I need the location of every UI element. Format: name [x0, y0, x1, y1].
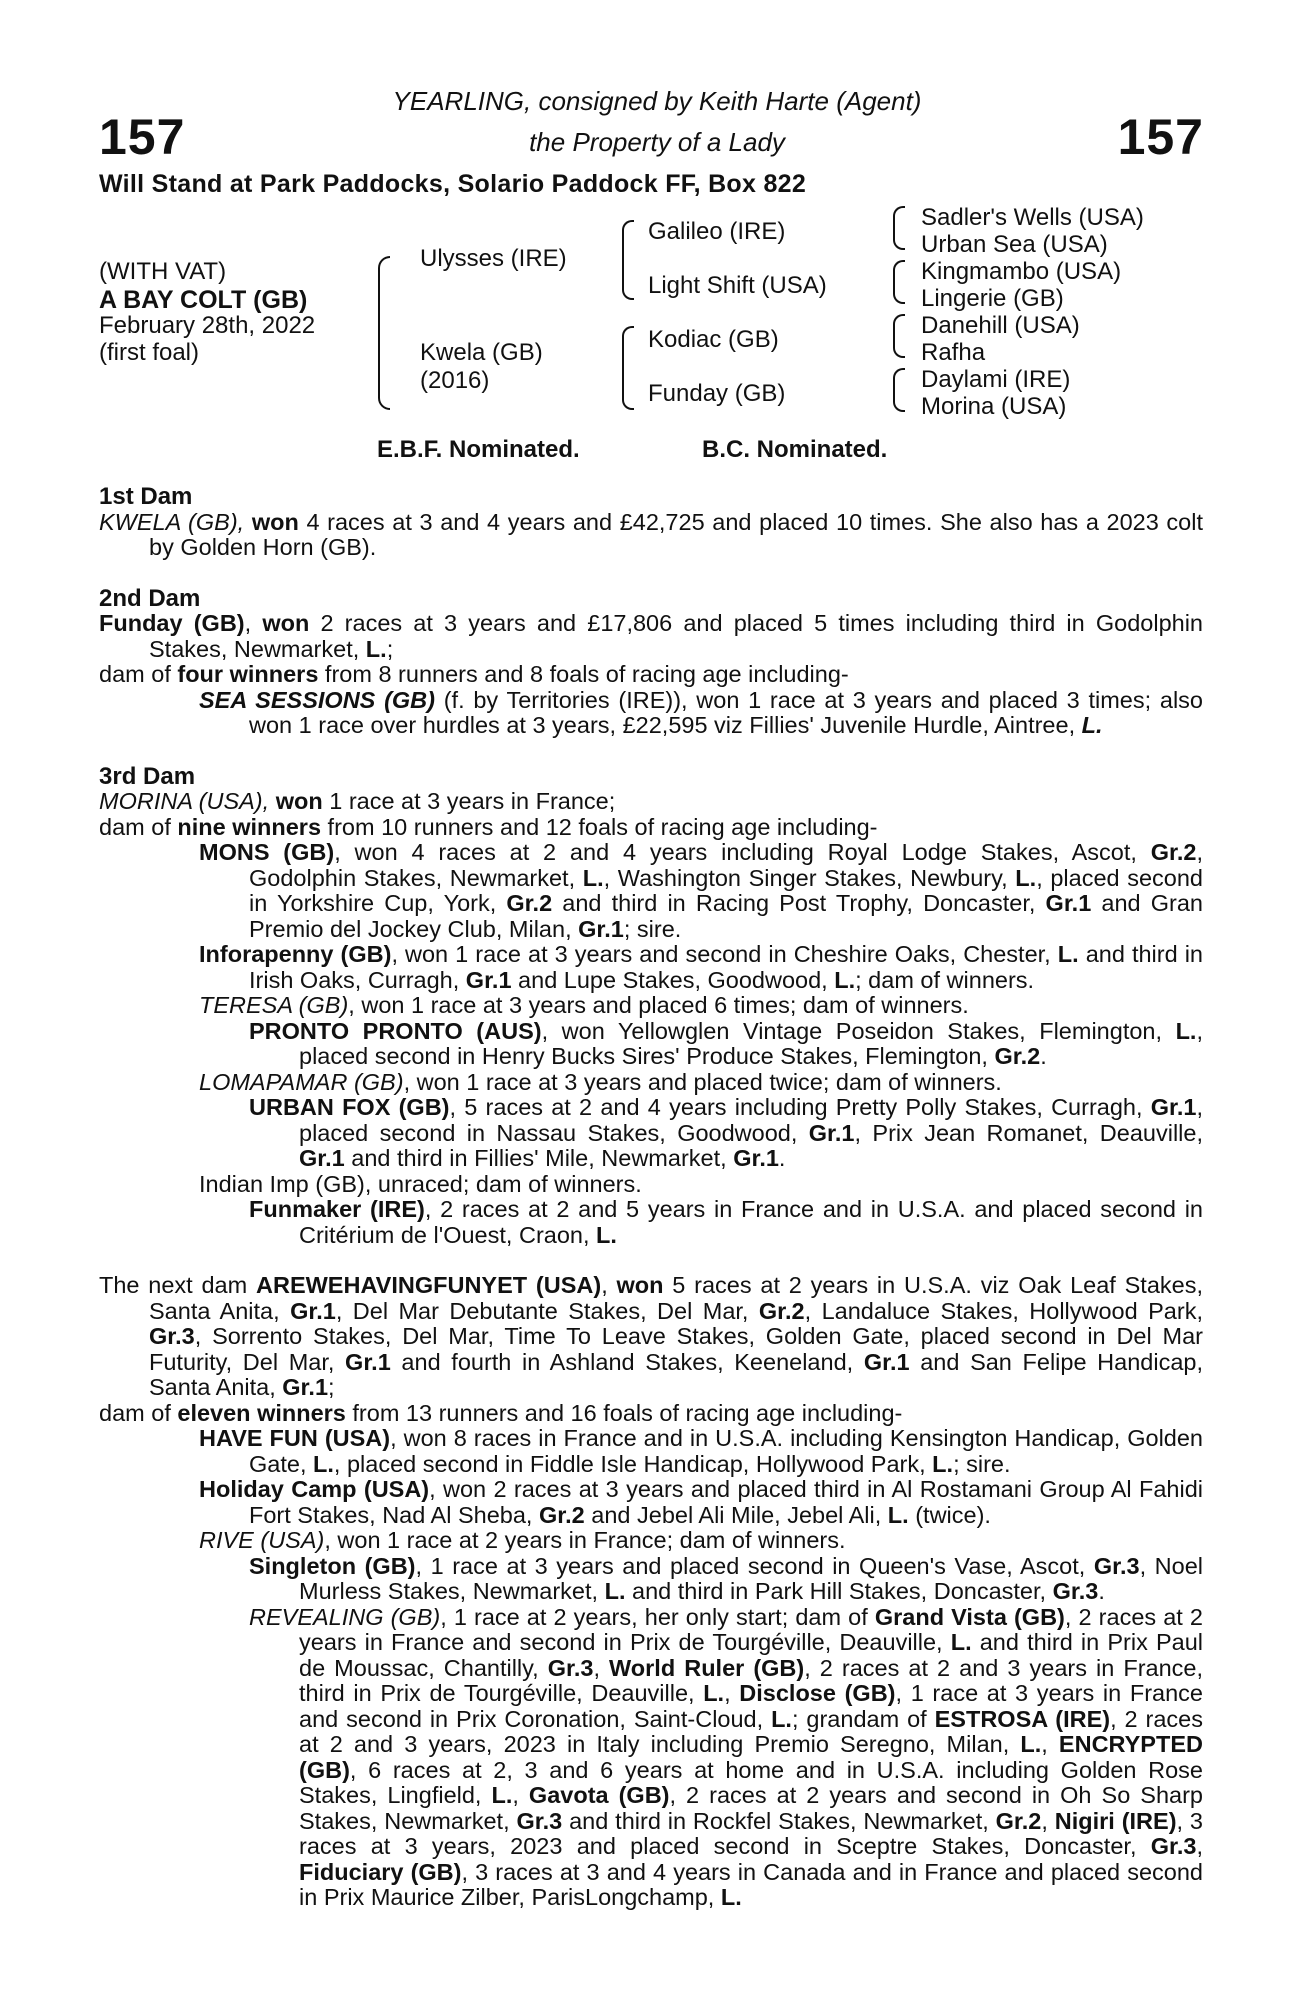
dam-year: (2016) [420, 367, 490, 394]
pedigree-body [99, 484, 1203, 1911]
ped-dsd: Rafha [921, 339, 986, 366]
lomapamar-entry: LOMAPAMAR (GB), won 1 race at 3 years and placed twice; dam of winners. [199, 1068, 1002, 1095]
have-fun-entry: HAVE FUN (USA), won 8 races in France and in U.S.A. including Kensington Handicap, Golden Gate, L., placed second in Fiddle Isle Handicap, Hollywood Park, L.; sire. [199, 1425, 1204, 1477]
pronto-entry: PRONTO PRONTO (AUS), won Yellowglen Vintage Poseidon Stakes, Flemington, L., placed second in Henry Bucks Sires' Produce Stakes, Flemington, Gr.2. [249, 1017, 1203, 1069]
sire-dam: Light Shift (USA) [648, 272, 827, 299]
ped-sds: Kingmambo (USA) [921, 258, 1122, 285]
singleton-entry: Singleton (GB), 1 race at 3 years and placed second in Queen's Vase, Ascot, Gr.3, Noel Murless Stakes, Newmarket, L. and third in Park Hill Stakes, Doncaster, Gr.3. [249, 1552, 1204, 1604]
brace-sire-dam [378, 256, 390, 410]
sire-sire: Galileo (IRE) [648, 218, 786, 245]
ped-dss: Danehill (USA) [921, 312, 1080, 339]
brace-ds [893, 314, 905, 358]
rive-entry: RIVE (USA), won 1 race at 2 years in France; dam of winners. [199, 1527, 846, 1553]
stand-location: Will Stand at Park Paddocks, Solario Paddock FF, Box 822 [99, 170, 807, 198]
dam: Kwela (GB) [420, 339, 543, 366]
horse-note: (first foal) [99, 339, 200, 366]
dam-dam: Funday (GB) [648, 380, 786, 407]
first-dam-text: KWELA (GB), won 4 races at 3 and 4 years and £42,725 and placed 10 times. She also has a 2023 colt by Golden Horn (GB). [99, 508, 1204, 560]
next-dam-dam-of: dam of eleven winners from 13 runners and 16 foals of racing age including- [99, 1399, 903, 1426]
revealing-entry: REVEALING (GB), 1 race at 2 years, her only start; dam of Grand Vista (GB), 2 races at 2 years in France and second in Prix de Tourgéville, Deauville, L. and third in Prix Paul de Moussac, Chantilly, Gr.3, World Ruler (GB), 2 races at 2 and 3 years in France, third in Prix de Tourgéville, Deauville, L., Disclose (GB), 1 race at 3 years in France and second in Prix Coronation, Saint-Cloud, L.; grandam of ESTROSA (IRE), 2 races at 2 and 3 years, 2023 in Italy including Premio Seregno, Milan, L., ENCRYPTED (GB), 6 races at 2, 3 and 6 years at home and in U.S.A. including Golden Rose Stakes, Lingfield, L., Gavota (GB), 2 races at 2 years and second in Oh So Sharp Stakes, Newmarket, Gr.3 and third in Rockfel Stakes, Newmarket, Gr.2, Nigiri (IRE), 3 races at 3 years, 2023 and placed second in Sceptre Stakes, Doncaster, Gr.3, Fiduciary (GB), 3 races at 3 and 4 years in Canada and in France and placed second in Prix Maurice Zilber, ParisLongchamp, L. [249, 1603, 1204, 1910]
lot-number-right: 157 [1117, 109, 1204, 165]
ped-sdd: Lingerie (GB) [921, 285, 1064, 312]
second-dam-text: Funday (GB), won 2 races at 3 years and £17,806 and placed 5 times including third in Godolphin Stakes, Newmarket, L.; [99, 610, 1203, 662]
brace-sd [893, 260, 905, 304]
property-line: the Property of a Lady [529, 127, 785, 157]
next-dam-text: The next dam AREWEHAVINGFUNYET (USA), won 5 races at 2 years in U.S.A. viz Oak Leaf Stakes, Santa Anita, Gr.1, Del Mar Debutante Stakes, Del Mar, Gr.2, Landaluce Stakes, Hollywood Park, Gr.3, Sorrento Stakes, Del Mar, Time To Leave Stakes, Golden Gate, placed second in Del Mar Futurity, Del Mar, Gr.1 and fourth in Ashland Stakes, Keeneland, Gr.1 and San Felipe Handicap, Santa Anita, Gr.1; [99, 1272, 1203, 1400]
third-dam-text: MORINA (USA), won 1 race at 3 years in France; [99, 788, 616, 814]
third-dam-dam-of: dam of nine winners from 10 runners and 12 foals of racing age including- [99, 813, 878, 840]
brace-dd [893, 368, 905, 412]
vat-note: (WITH VAT) [99, 258, 227, 285]
mons-entry: MONS (GB), won 4 races at 2 and 4 years including Royal Lodge Stakes, Ascot, Gr.2, Godolphin Stakes, Newmarket, L., Washington Singer Stakes, Newbury, L., placed second in Yorkshire Cup, York, Gr.2 and third in Racing Post Trophy, Doncaster, Gr.1 and Gran Premio del Jockey Club, Milan, Gr.1; sire. [199, 839, 1203, 942]
dam-sire: Kodiac (GB) [648, 326, 779, 353]
ped-ddd: Morina (USA) [921, 393, 1067, 420]
teresa-entry: TERESA (GB), won 1 race at 3 years and placed 6 times; dam of winners. [199, 992, 969, 1018]
sire: Ulysses (IRE) [420, 245, 567, 272]
inforapenny-entry: Inforapenny (GB), won 1 race at 3 years and second in Cheshire Oaks, Chester, L. and third in Irish Oaks, Curragh, Gr.1 and Lupe Stakes, Goodwood, L.; dam of winners. [199, 941, 1203, 993]
holiday-camp-entry: Holiday Camp (USA), won 2 races at 3 years and placed third in Al Rostamani Group Al Fahidi Fort Stakes, Nad Al Sheba, Gr.2 and Jebel Ali Mile, Jebel Ali, L. (twice). [199, 1476, 1203, 1528]
ebf-nominated: E.B.F. Nominated. [377, 436, 580, 463]
brace-ss [893, 206, 905, 250]
lot-number-left: 157 [99, 109, 186, 165]
sea-sessions-entry: SEA SESSIONS (GB) (f. by Territories (IRE)), won 1 race at 3 years and placed 3 times; also won 1 race over hurdles at 3 years, £22,595 viz Fillies' Juvenile Hurdle, Aintree, L. [199, 686, 1203, 738]
horse-name: A BAY COLT (GB) [99, 286, 308, 314]
ped-ssd: Urban Sea (USA) [921, 231, 1108, 258]
horse-dob: February 28th, 2022 [99, 312, 316, 339]
third-dam-heading: 3rd Dam [99, 762, 196, 790]
second-dam-dam-of: dam of four winners from 8 runners and 8 foals of racing age including- [99, 661, 849, 687]
ped-dds: Daylami (IRE) [921, 366, 1071, 393]
funmaker-entry: Funmaker (IRE), 2 races at 2 and 5 years in France and in U.S.A. and placed second in Critérium de l'Ouest, Craon, L. [249, 1196, 1203, 1248]
consignor-line: YEARLING, consigned by Keith Harte (Agent) [392, 86, 922, 116]
brace-sire [622, 220, 634, 300]
first-dam-heading: 1st Dam [99, 483, 193, 510]
second-dam-heading: 2nd Dam [99, 584, 201, 612]
brace-dam [622, 326, 634, 410]
ped-sss: Sadler's Wells (USA) [921, 204, 1144, 231]
urban-fox-entry: URBAN FOX (GB), 5 races at 2 and 4 years including Pretty Polly Stakes, Curragh, Gr.1, placed second in Nassau Stakes, Goodwood, Gr.1, Prix Jean Romanet, Deauville, Gr.1 and third in Fillies' Mile, Newmarket, Gr.1. [249, 1094, 1204, 1171]
indian-imp-entry: Indian Imp (GB), unraced; dam of winners. [199, 1170, 642, 1197]
bc-nominated: B.C. Nominated. [702, 436, 888, 463]
